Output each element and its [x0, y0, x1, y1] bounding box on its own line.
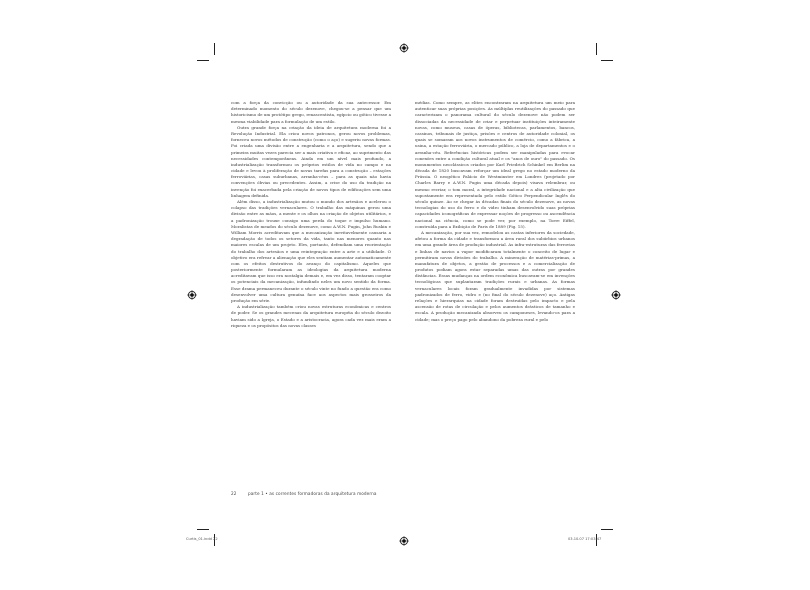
paragraph: Outra grande força na criação da ideia de arquitetura moderna foi a Revolução Industrial. Ela criou novos patronos, gerou novos problemas, forneceu novos métodos de construção (como o aço) e sugeriu novas formas. Foi criada uma divisão entre a engenharia e a arquitetura, sendo que a primeira muitas vezes parecia ser a mais criativa e eficaz, ao suprimento das necessidades contemporâneas. Ainda em um nível mais profundo, a industrialização transformou os próprios estilos de vida no campo e na cidade e levou à proliferação de novas tarefas para a construção – estações ferroviárias, casas suburbanas, arranha-céus – para as quais não havia convenções óbvias ou precedentes. Assim, a crise do uso da tradição na invenção foi exacerbada pela criação de novos tipos de edificações sem uma linhagem definida. [231, 124, 391, 198]
text-column-left [231, 100, 391, 329]
crop-mark [197, 60, 209, 61]
crop-mark [214, 43, 215, 55]
paragraph: A mecanização, por sua vez, remodelou as castas inferiores da sociedade, afetou a forma da cidade e transformou a área rural dos subúrbios urbanos em uma grande área de produção industrial. As infra-estruturas das ferrovias e linhas de navios a vapor modificaram totalmente o conceito de lugar e permitiram novas divisões do trabalho. A mineração de matérias-primas, a manufatura de objetos, a gestão de processos e a comercialização de produtos podiam agora estar separadas umas das outras por grandes distâncias. Essas mudanças na ordem econômica buscavam-se em invenções tecnológicas que suplantaram tradições rurais e urbanas. As formas vernaculares locais foram gradualmente invadidas por sistemas padronizados de ferro, vidro e (no final do século dezenove) aço. Antigas relações e hierarquias na cidade foram destruídas pelo impacto e pela ascensão de rotas de circulação e pelos aumentos drásticos de tamanho e escala. A produção mecanizada absorveu os camponeses, levando-os para a cidade; mas o preço pago pelo abandono da pobreza rural e pelo [415, 229, 575, 322]
paragraph: Além disso, a industrialização mutou o mundo dos artesãos e acelerou o colapso das tradições vernaculares. O trabalho das máquinas gerou uma divisão entre as mãos, a mente e os olhos na criação de objetos utilitários, e a padronização trouxe consigo uma perda do toque e impulso humano. Moralistas de meados do século dezenove, como A.W.N. Pugin, John Ruskin e William Morris acreditavam que a mecanização inevitavelmente causaria a degradação de todos os setores da vida, tanto nas menores quanto nas maiores escalas de um projeto. Eles, portanto, defendiam uma reorientação do trabalho dos artesãos e uma reintegração entre a arte e a utilidade. O objetivo era refrear a alienação que eles sentiam aumentar automaticamente com os efeitos destrutivos do avanço do capitalismo. Aqueles que posteriormente formularam as ideologias da arquitetura moderna acreditavam que isso era nostalgia demais e, em vez disso, tentaram cooptar os potenciais da mecanização, infundindo neles um novo sentido da forma. Esse drama permaneceu durante o século vinte no fundo a questão era como desenvolver uma cultura genuína face aos aspectos mais grosseiros da produção em série. [231, 199, 391, 303]
paragraph: médias. Como sempre, as elites encontraram na arquitetura um meio para autenticar suas próprias posições. As múltiplas reutilizações do passado que caracterizam o panorama cultural do século dezenove não podem ser dissociadas da necessidade de criar e perpetuar instituições inteiramente novas, como museus, casas de óperas, bibliotecas, parlamentos, bancos, cassinos, tribunais de justiça, prisões e centros de autoridade colonial, os quais se somaram aos novos instrumentos de comércio, como a fábrica, a usina, a estação ferroviária, o mercado público, a loja de departamentos e o arranha-céu. Referências históricas podem ser manipuladas para evocar conexões entre a condição cultural atual e os "anos de ouro" do passado. Os monumentos neoclássicos criados por Karl Friedrich Schinkel em Berlim na década de 1820 buscavam reforçar um ideal grego no estado moderno da Prússia. O neogótico Palácio de Westminster em Londres (projetado por Charles Barry e A.W.N. Pugin uma década depois) visava relembrar, ou mesmo recriar, o tom moral, a integridade nacional e a alta civilização que supostamente era representada pelo estilo Gótico Perpendicular Inglês do século quinze. Ao se chegar às décadas finais do século dezenove, as novas tecnologias do uso do ferro e do vidro tinham desenvolvido suas próprias capacidades iconográficas de expressar noções de progresso ou ascendência nacional na ciência, como se pode ver, por exemplo, na Torre Eiffel, construída para a Exibição de Paris de 1889 (Fig. 15). [415, 100, 575, 229]
text-column-right [415, 100, 575, 323]
page-footer [231, 491, 377, 496]
crop-mark [197, 529, 209, 530]
paragraph: com a força da convicção ou a autoridade da sua antecessor. Em determinado momento do século dezenove, chegou-se a pensar que um historicismo de um protótipo grego, renascentista, egípcio ou gótico tivesse a mesma viabilidade para a formulação de um estilo. [231, 100, 391, 124]
registration-mark-top-icon [399, 43, 409, 53]
page-number: 22 [231, 491, 237, 496]
registration-mark-left-icon [187, 290, 197, 300]
slug-timestamp: 03.10.07 17:03:47 [568, 537, 602, 541]
running-head: parte 1 • as correntes formadoras da arquitetura moderna [247, 491, 377, 496]
paragraph: A industrialização também criou novas estruturas econômicas e centros de poder. Se os grandes mecenas da arquitetura européia do século dezoito haviam sido a Igreja, o Estado e a aristocracia, agora cada vez mais eram a riqueza e os propósitos das novas classes [231, 304, 391, 328]
crop-mark [601, 529, 613, 530]
crop-mark [601, 60, 613, 61]
crop-mark [596, 43, 597, 55]
registration-mark-bottom-icon [399, 536, 409, 546]
registration-mark-right-icon [611, 290, 621, 300]
slug-filename: Curtis_01.indd 22 [186, 537, 218, 541]
